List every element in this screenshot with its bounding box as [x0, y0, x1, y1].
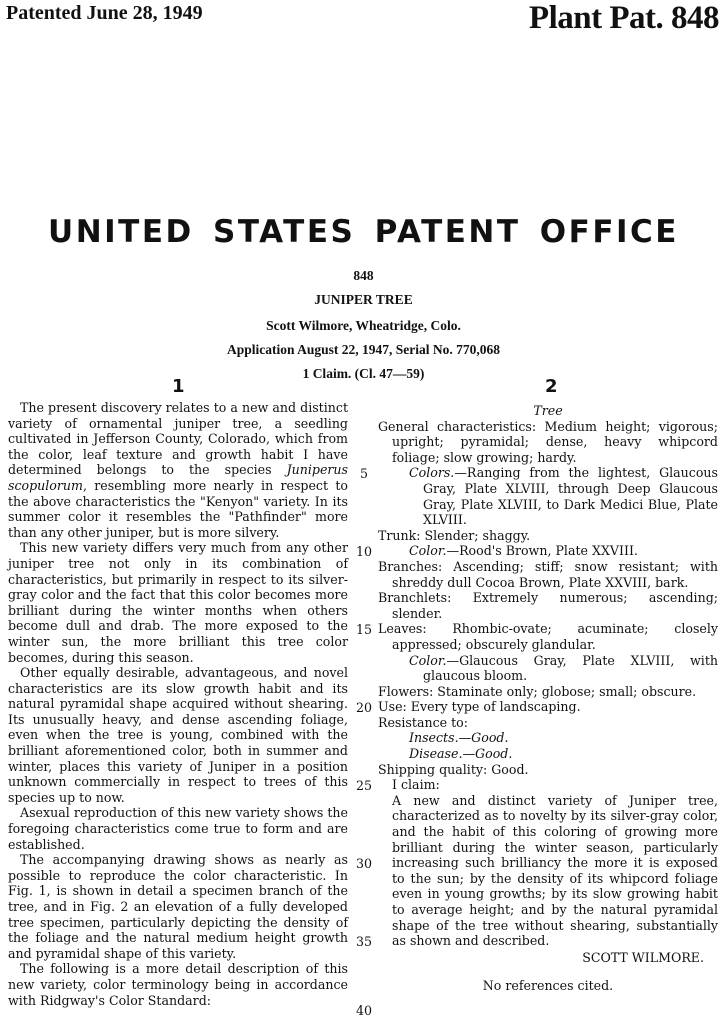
- trunk-description: Trunk: Slender; shaggy.: [378, 527, 531, 543]
- paragraph-1: The present discovery relates to a new and distinct variety of ornamental juniper tree, a seedling cultivated in Jefferson County, Colorado, which from the color, leaf texture and growth habit I have determined belongs to the species Juniperus scopulorum, resembling more nearly in respect to the above characteristics the "Kenyon" variety. In its summer color it resembles the "Pathfinder" more than any other juniper, but is more silvery.: [8, 400, 348, 540]
- line-number-35: 35: [355, 934, 373, 949]
- patent-name: JUNIPER TREE: [314, 292, 413, 307]
- no-references: No references cited.: [482, 978, 614, 994]
- leaves-color: Color.—Glaucous Gray, Plate XLVIII, with glaucous bloom.: [409, 652, 718, 684]
- leaves-description: Leaves: Rhombic-ovate; acuminate; closely appressed; obscurely glandular.: [378, 621, 718, 652]
- line-number-5: 5: [359, 466, 368, 481]
- claim-heading: I claim:: [392, 777, 440, 793]
- paragraph-6: The following is a more detail description of this new variety, color terminology being in accordance with Ridgway's Color Standard:: [8, 961, 348, 1008]
- colors-description: Colors.—Ranging from the lightest, Glaucous Gray, Plate XLVIII, through Deep Glaucous Gray, Plate XLVIII, to Dark Medici Blue, Plate XLVIII.: [409, 465, 718, 528]
- paragraph-2: This new variety differs very much from any other juniper tree not only in its combination of characteristics, but primarily in respect to its silver-gray color and the fact that this color becomes more brilliant during the winter months when others become dull and drab. The more exposed to the winter sun, the more brilliant this tree color becomes, during this season.: [8, 540, 348, 665]
- flowers-description: Flowers: Staminate only; globose; small; obscure.: [378, 683, 697, 699]
- inventor-signature: SCOTT WILMORE.: [582, 949, 704, 965]
- patent-number: 848: [353, 268, 374, 283]
- column-number-2: 2: [545, 376, 558, 397]
- line-number-15: 15: [355, 622, 373, 637]
- line-number-40: 40: [355, 1003, 373, 1018]
- shipping-quality: Shipping quality: Good.: [378, 761, 529, 777]
- line-number-10: 10: [355, 544, 373, 559]
- claim-text: A new and distinct variety of Juniper tree, characterized as to novelty by its silver-gray color, and the habit of this coloring of growing more brilliant during the winter season, particularly increasing such brilliancy the more it is exposed to the sun; by the density of its whipcord foliage even in young growths; by its slow growing habit to average height; and by the natural pyramidal shape of the tree without shearing, substantially as shown and described.: [392, 792, 718, 949]
- branches-description: Branches: Ascending; stiff; snow resistant; with shreddy dull Cocoa Brown, Plate XXVIII, bark.: [378, 558, 718, 590]
- use-description: Use: Every type of landscaping.: [378, 699, 581, 715]
- section-label-tree: Tree: [533, 403, 563, 418]
- line-number-25: 25: [355, 778, 373, 793]
- insects-resistance: Insects.—Good.: [409, 730, 509, 746]
- paragraph-4: Asexual reproduction of this new variety shows the foregoing characteristics come true to form and are established.: [8, 805, 348, 852]
- inventor: Scott Wilmore, Wheatridge, Colo.: [266, 318, 461, 333]
- right-column: [378, 403, 718, 994]
- branchlets-description: Branchlets: Extremely numerous; ascending; slender.: [378, 590, 718, 621]
- plant-patent-number: Plant Pat. 848: [528, 0, 719, 36]
- resistance-label: Resistance to:: [378, 714, 468, 730]
- general-characteristics: General characteristics: Medium height; vigorous; upright; pyramidal; dense, heavy whipcord foliage; slow growing; hardy.: [378, 418, 718, 465]
- line-number-30: 30: [355, 856, 373, 871]
- trunk-color: Color.—Rood's Brown, Plate XXVIII.: [409, 543, 638, 559]
- disease-resistance: Disease.—Good.: [409, 746, 513, 762]
- office-title: UNITED STATES PATENT OFFICE: [48, 214, 679, 250]
- paragraph-5: The accompanying drawing shows as nearly as possible to reproduce the color characteristic. In Fig. 1, is shown in detail a specimen branch of the tree, and in Fig. 2 an elevation of a fully developed tree specimen, particularly depicting the density of the foliage and the natural medium height growth and pyramidal shape of this variety.: [8, 852, 348, 961]
- claims-info: 1 Claim. (Cl. 47—59): [302, 366, 425, 381]
- column-number-1: 1: [172, 376, 185, 397]
- left-column: [8, 400, 348, 1008]
- paragraph-3: Other equally desirable, advantageous, and novel characteristics are its slow growth habit and its natural pyramidal shape acquired without shearing. Its unusually heavy, and dense ascending foliage, even when the tree is young, combined with the brilliant aforementioned color, both in summer and winter, places this variety of Juniper in a position unknown commercially in respect to trees of this species up to now.: [8, 665, 348, 805]
- application-info: Application August 22, 1947, Serial No. 770,068: [226, 342, 501, 357]
- patent-date: Patented June 28, 1949: [6, 2, 203, 24]
- line-number-20: 20: [355, 700, 373, 715]
